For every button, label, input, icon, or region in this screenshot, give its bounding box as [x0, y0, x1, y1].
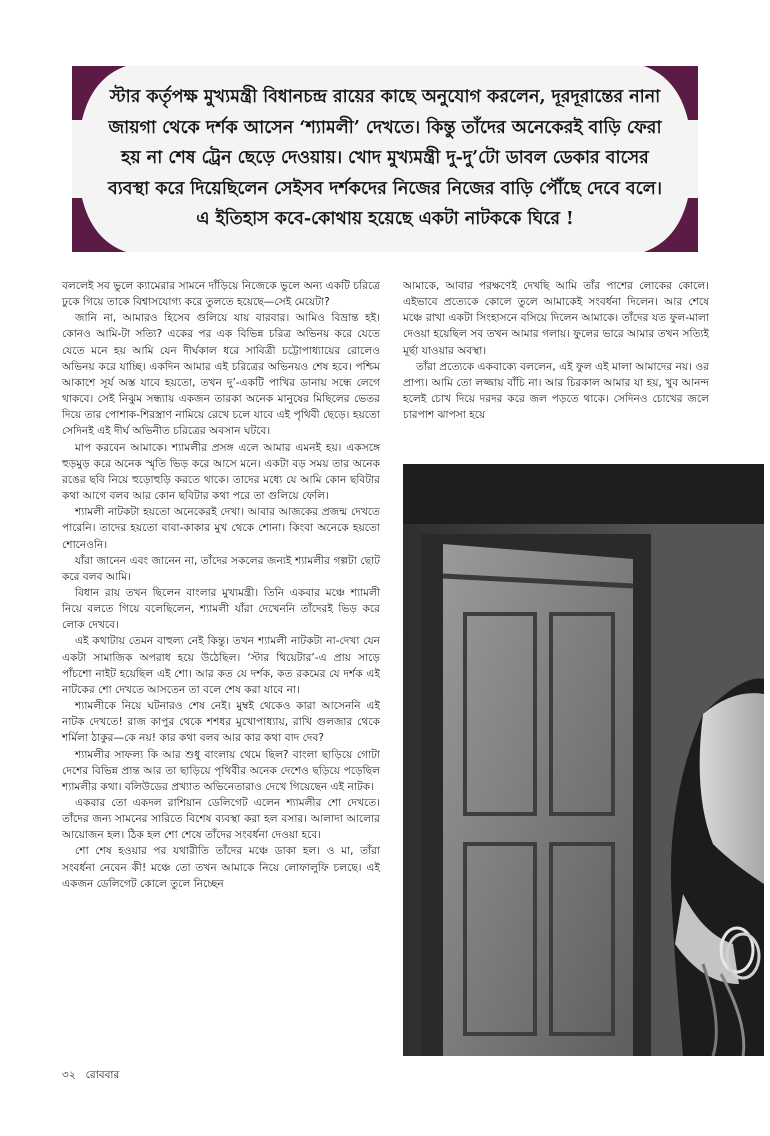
page-footer	[62, 1068, 129, 1085]
paragraph: একবার তো একদল রাশিয়ান ডেলিগেট এলেন শ্যামলীর শো দেখতে। তাঁদের জন্য সামনের সারিতে বিশেষ ব্যবস্থা করা হল বসার। আলাদা আলোর আয়োজন হল। ঠিক হল শো শেষে তাঁদের সংবর্ধনা দেওয়া হবে।	[62, 797, 380, 842]
paragraph: এই কথাটায় তেমন বাহুল্য নেই কিন্তু। তখন শ্যামলী নাটকটা না-দেখা যেন একটা সামাজিক অপরাধ হয়ে উঠেছিল। ‘স্টার থিয়েটার’-এ প্রায় সাড়ে পাঁচশো নাইট হয়েছিল এই শো। আর কত যে দর্শক, কত রকমের যে দর্শক এই নাটকের শো দেখতে আসতেন তা বলে শেষ করা যাবে না।	[62, 635, 380, 696]
paragraph: শো শেষ হওয়ার পর যথারীতি তাঁদের মঞ্চে ডাকা হল। ও মা, তাঁরা সংবর্ধনা নেবেন কী! মঞ্চে তো তখন আমাকে নিয়ে লোফালুফি চলছে। এই একজন ডেলিগেট কোলে তুলে নিচ্ছেন	[62, 845, 380, 890]
paragraph: শ্যামলীর সাফল্য কি আর শুধু বাংলায় থেমে ছিল? বাংলা ছাড়িয়ে গোটা দেশের বিভিন্ন প্রান্ত আর তা ছাড়িয়ে পৃথিবীর অনেক দেশেও ছড়িয়ে পড়েছিল শ্যামলীর কথা। বলিউডের প্রখ্যাত অভিনেতারাও দেখে গিয়েছেন এই নাটক।	[62, 748, 380, 793]
paragraph: বললেই সব ভুলে ক্যামেরার সামনে দাঁড়িয়ে নিজেকে ভুলে অন্য একটি চরিত্রে ঢুকে গিয়ে তাকে বিশ্বাসযোগ্য করে তুলতে হয়েছে—সেই মেয়েটা?	[62, 280, 380, 309]
paragraph: আমাকে, আবার পরক্ষণেই দেখছি আমি তাঁর পাশের লোকের কোলে। এইভাবে প্রত্যেকে কোলে তুলে আমাকেই সংবর্ধনা দিলেন। আর শেষে মঞ্চে রাখা একটা সিংহাসনে বসিয়ে দিলেন আমাকে। তাঁদের যত ফুল-মালা দেওয়া হয়েছিল সব তখন আমার গলায়। ফুলের ভারে আমার তখন সত্যিই মূর্ছা যাওয়ার অবস্থা।	[403, 280, 709, 357]
paragraph: মাপ করবেন আমাকে। শ্যামলীর প্রসঙ্গ এলে আমার এমনই হয়। একসঙ্গে হুড়মুড় করে অনেক স্মৃতি ভিড় করে আসে মনে। একটা বড় সময় তার অনেক রঙের ছবি নিয়ে হুড়োহুড়ি করতে থাকে। তাদের মধ্যে যে আমি কোন ছবিটার কথা আগে বলব আর কোন ছবিটার কথা পরে তা গুলিয়ে ফেলি।	[62, 441, 380, 503]
paragraph: বিধান রায় তখন ছিলেন বাংলার মুখ্যমন্ত্রী। তিনি একবার মঞ্চে শ্যামলী নিয়ে বলতে গিয়ে বলেছিলেন, শ্যামলী যাঁরা দেখেননি তাঁদেরই ভিড় করে লোক দেখবে।	[62, 586, 380, 632]
paragraph: শ্যামলীকে নিয়ে ঘটনারও শেষ নেই। মুম্বই থেকেও কারা আসেননি এই নাটক দেখতে! রাজ কাপুর থেকে শশধর মুখোপাধ্যায়, রাখি গুলজার থেকে শর্মিলা ঠাকুর—কে নয়! কার কথা বলব আর কার কথা বাদ দেব?	[62, 700, 380, 745]
article-column-right	[403, 278, 709, 423]
article-column-left	[62, 278, 380, 892]
pull-quote-box	[72, 66, 698, 252]
paragraph: শ্যামলী নাটকটা হয়তো অনেকেরই দেখা। আবার আজকের প্রজন্ম দেখতে পারেনি। তাদের হয়তো বাবা-কাকার মুখ থেকে শোনা। কিংবা অনেকে হয়তো শোনেওনি।	[62, 506, 380, 551]
magazine-name: রোববার	[85, 1069, 120, 1081]
pull-quote-text: স্টার কর্তৃপক্ষ মুখ্যমন্ত্রী বিধানচন্দ্র রায়ের কাছে অনুযোগ করলেন, দূরদূরান্তের নানা জায়গা থেকে দর্শক আসেন ‘শ্যামলী’ দেখতে। কিন্তু তাঁদের অনেকেরই বাড়ি ফেরা হয় না শেষ ট্রেন ছেড়ে দেওয়ায়। খোদ মুখ্যমন্ত্রী দু-দু’টো ডাবল ডেকার বাসের ব্যবস্থা করে দিয়েছিলেন সেইসব দর্শকদের নিজের নিজের বাড়ি পৌঁছে দেবে বলে। এ ইতিহাস কবে-কোথায় হয়েছে একটা নাটককে ঘিরে !	[107, 87, 663, 229]
page-number: ৩২	[62, 1069, 76, 1081]
paragraph: যাঁরা জানেন এবং জানেন না, তাঁদের সকলের জন্যই শ্যামলীর গল্পটা ছোট করে বলব আমি।	[62, 554, 380, 583]
paragraph: জানি না, আমারও হিসেব গুলিয়ে যায় বারবার। আমিও বিভ্রান্ত হই। কোনও আমি-টা সত্যি? একের পর এক বিভিন্ন চরিত্র অভিনয় করে যেতে যেতে মনে হয় আমি যেন দীর্ঘকাল ধরে সাবিত্রী চট্টোপাধ্যায়ের রোলেও অভিনয় করে যাচ্ছি। একদিন আমার এই চরিত্রের অভিনয়ও শেষ হবে। পশ্চিম আকাশে সূর্য অস্ত যাবে হয়তো, তখন দু’-একটি পাখির ডানায় সন্ধে লেগে থাকবে। সেই নিঝুম সন্ধ্যায় একজন তারকা অনেক মানুষের মিছিলের ভেতর দিয়ে তার পোশাক-শিরস্ত্রাণ নামিয়ে রেখে চলে যাবে এই পৃথিবী ছেড়ে। হয়তো সেদিনই এই দীর্ঘ অভিনীত চরিত্রের অবসান ঘটবে।	[62, 312, 380, 438]
photo-illustration	[403, 464, 764, 1056]
article-photo	[403, 464, 764, 1056]
paragraph: তাঁরা প্রত্যেকে একবাক্যে বললেন, এই ফুল এই মালা আমাদের নয়। ওর প্রাপ্য। আমি তো লজ্জায় বাঁচি না। আর চিরকাল আমার যা হয়, খুব আনন্দ হলেই চোখ দিয়ে দরদর করে জল পড়তে থাকে। সেদিনও চোখের জলে চারপাশ ঝাপসা হয়ে	[403, 360, 709, 422]
